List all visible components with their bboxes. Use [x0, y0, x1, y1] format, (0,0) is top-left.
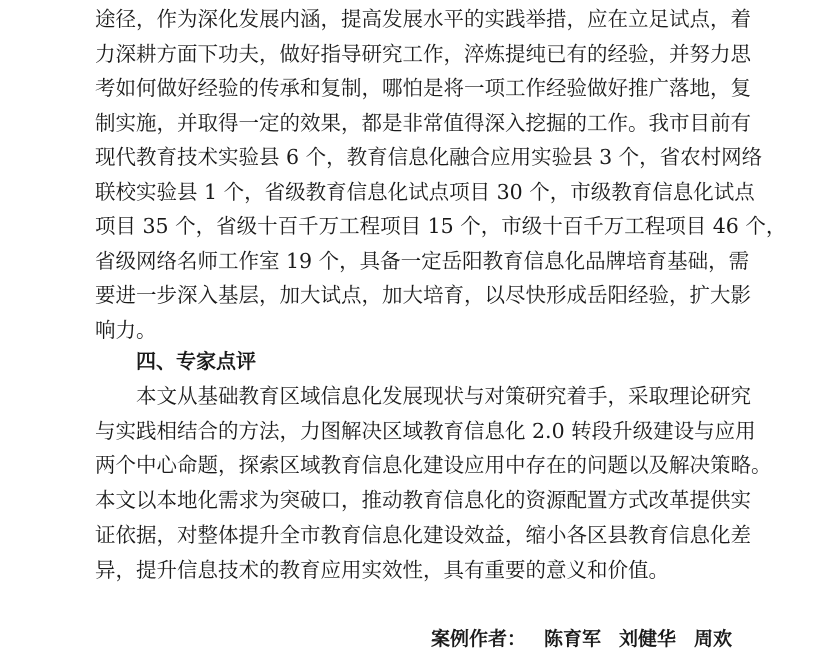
- section-heading-expert-review: 四、专家点评: [136, 349, 256, 373]
- text-line: 响力。: [95, 317, 157, 342]
- text-line: 项目 35 个，省级十百千万工程项目 15 个，市级十百千万工程项目 46 个，: [95, 214, 787, 238]
- author-credit: [431, 624, 732, 654]
- author-name: 周欢: [693, 628, 732, 650]
- text-line: 力深耕方面下功夫，做好指导研究工作，淬炼提纯已有的经验，并努力思: [95, 41, 751, 66]
- text-line: 现代教育技术实验县 6 个，教育信息化融合应用实验县 3 个，省农村网络: [95, 145, 763, 169]
- text-line: 本文从基础教育区域信息化发展现状与对策研究着手，采取理论研究: [95, 384, 751, 408]
- author-label: 案例作者：: [430, 628, 526, 650]
- author-name: 陈育军: [543, 628, 601, 650]
- text-line: 考如何做好经验的传承和复制，哪怕是将一项工作经验做好推广落地，复: [95, 76, 751, 100]
- author-name: 刘健华: [618, 628, 676, 650]
- text-line: 与实践相结合的方法，力图解决区域教育信息化 2.0 转段升级建设与应用: [95, 418, 756, 443]
- text-line: 要进一步深入基层，加大试点，加大培育，以尽快形成岳阳经验，扩大影: [95, 283, 751, 307]
- text-line: 省级网络名师工作室 19 个，具备一定岳阳教育信息化品牌培育基础，需: [95, 248, 750, 273]
- text-line: 制实施，并取得一定的效果，都是非常值得深入挖掘的工作。我市目前有: [95, 110, 751, 135]
- text-line: 证依据，对整体提升全市教育信息化建设效益，缩小各区县教育信息化差: [95, 522, 751, 547]
- text-line: 两个中心命题，探索区域教育信息化建设应用中存在的问题以及解决策略。: [95, 453, 772, 478]
- text-line: 本文以本地化需求为突破口，推动教育信息化的资源配置方式改革提供实: [95, 488, 751, 513]
- text-line: 异，提升信息技术的教育应用实效性，具有重要的意义和价值。: [95, 557, 669, 582]
- text-line: 途径，作为深化发展内涵，提高发展水平的实践举措，应在立足试点，着: [95, 7, 751, 31]
- text-line: 联校实验县 1 个，省级教育信息化试点项目 30 个，市级教育信息化试点: [95, 179, 755, 204]
